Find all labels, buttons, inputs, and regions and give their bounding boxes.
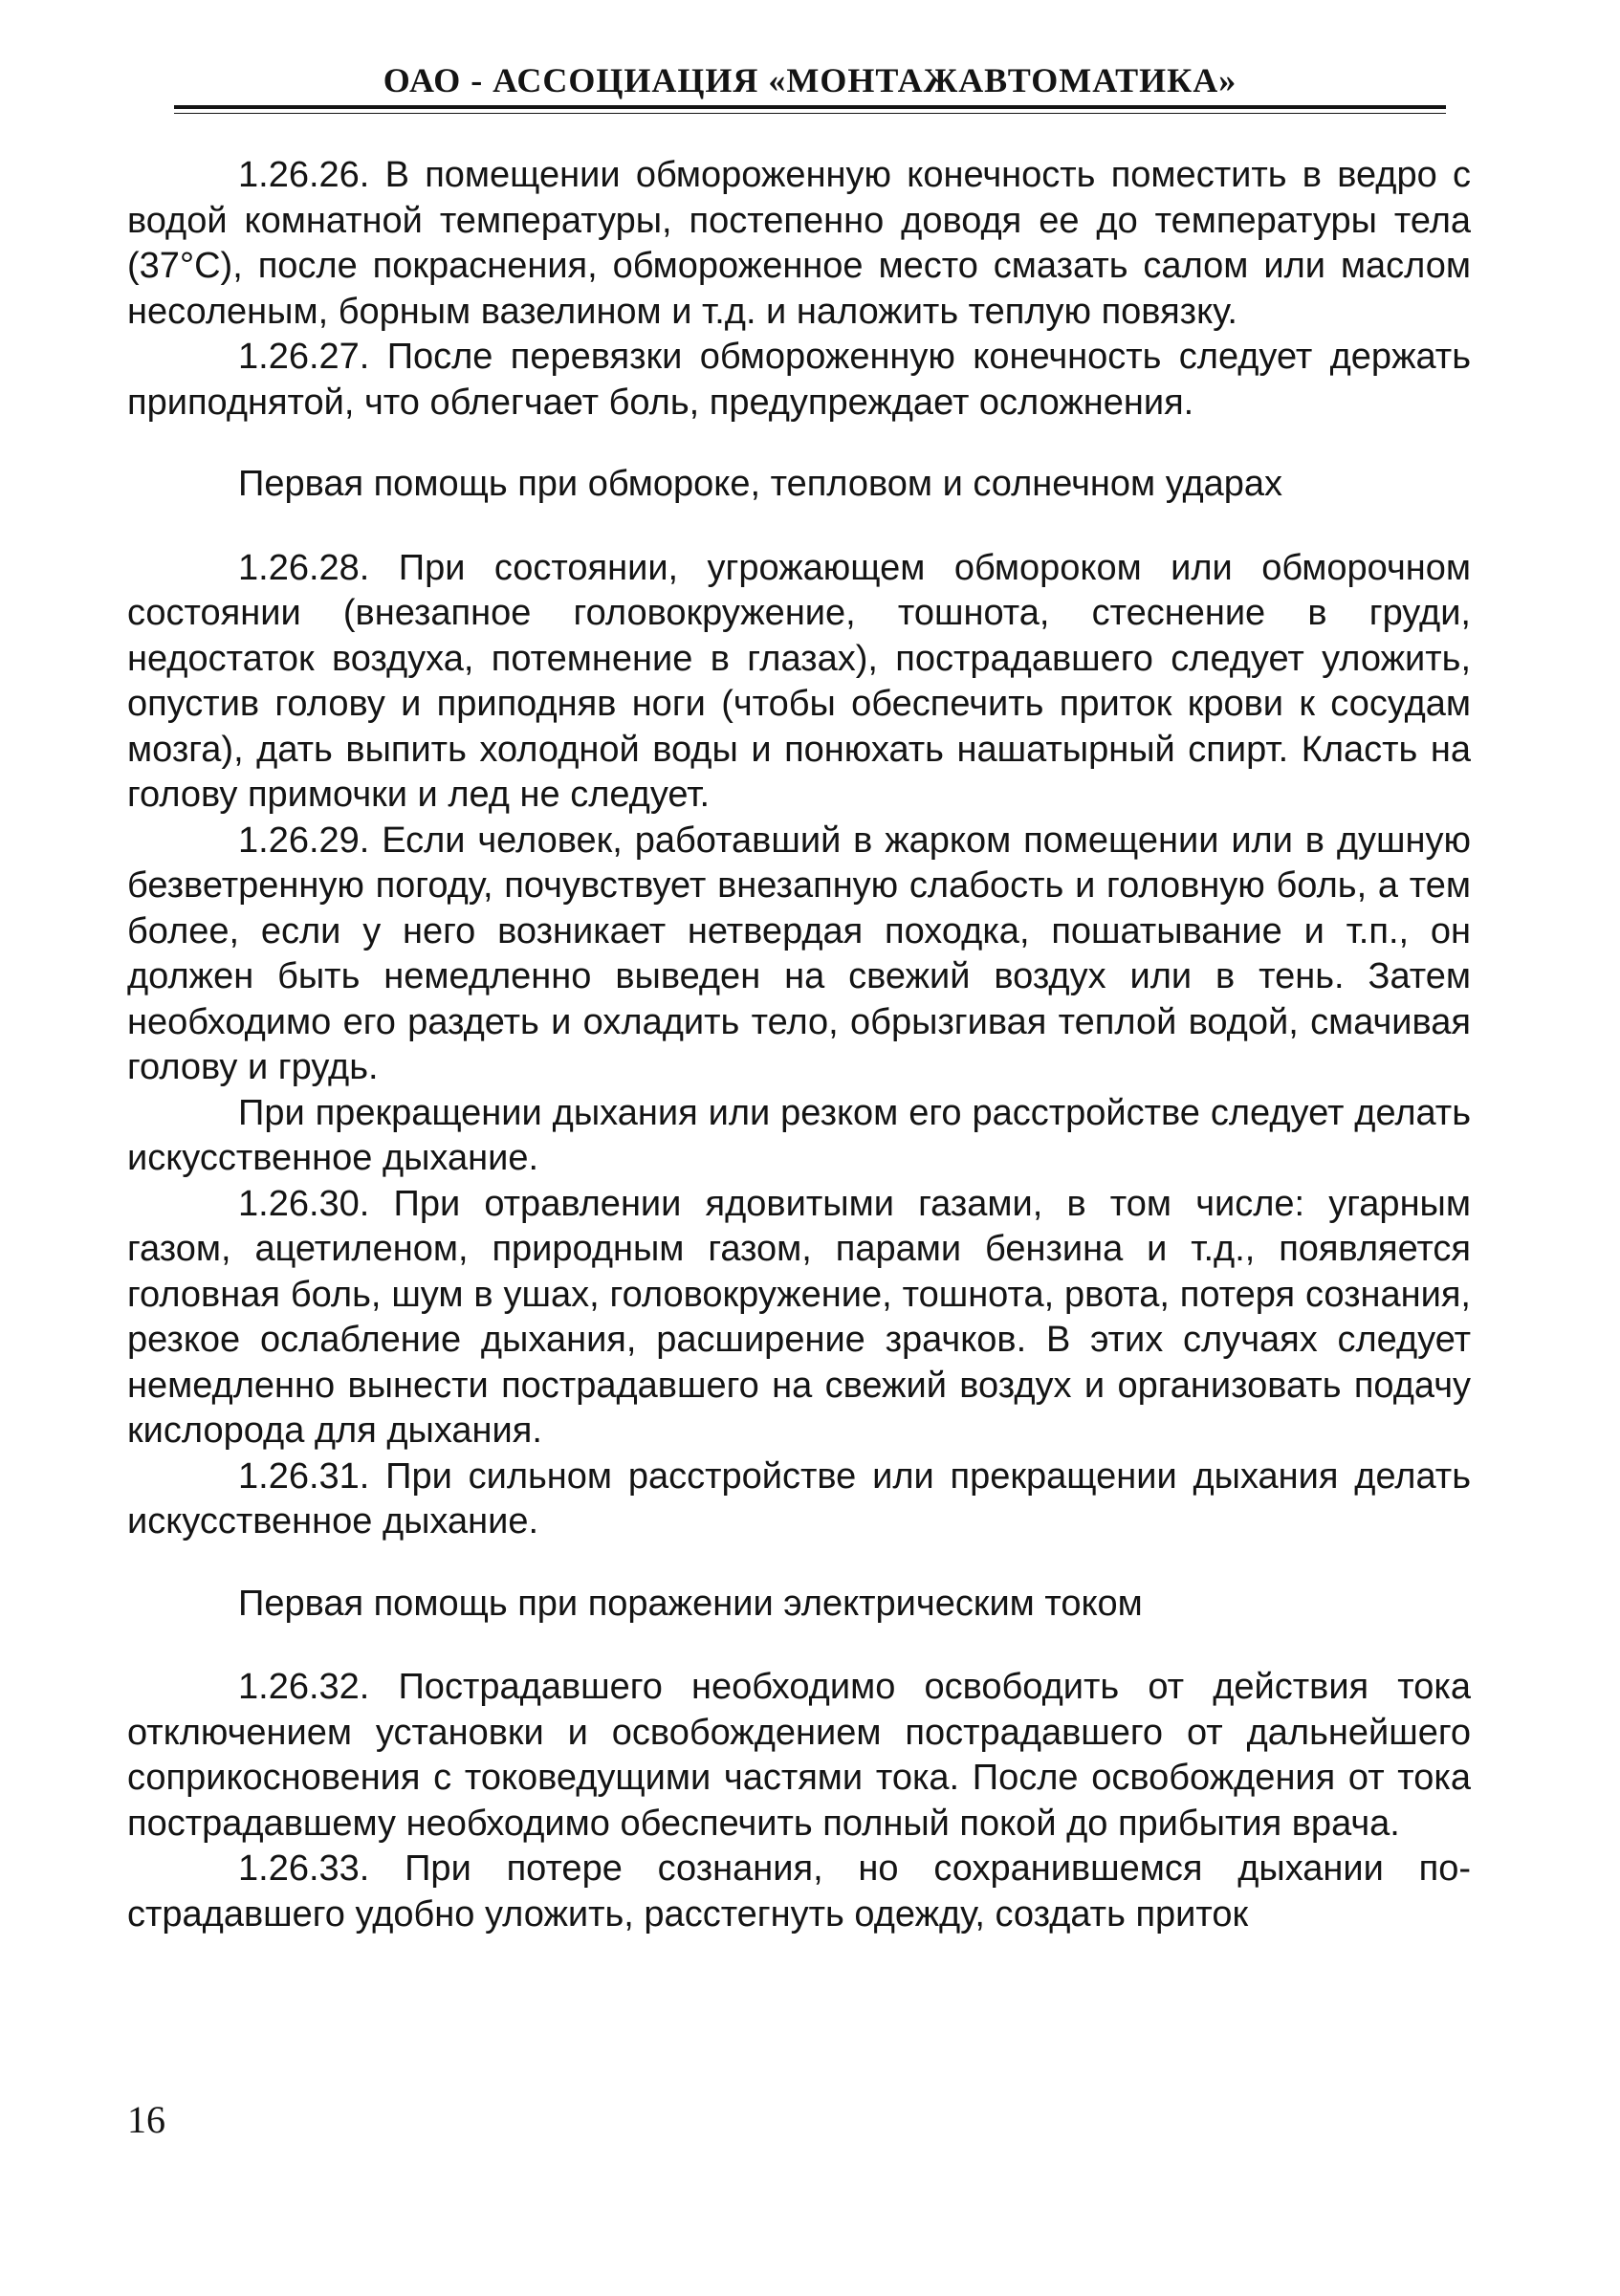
paragraph-1-26-27: 1.26.27. После перевязки обмороженную конечность следует держать приподнятой, что облегчает боль, предупреждает осложнения. <box>127 337 1471 423</box>
paragraph-1-26-31: 1.26.31. При сильном расстройстве или прекращении дыхания делать искусственное дыхание. <box>127 1455 1471 1542</box>
section-heading-fainting: Первая помощь при обмороке, тепловом и солнечном ударах <box>238 464 1283 504</box>
page-body <box>127 153 1471 1937</box>
section-heading-electric-shock: Первая помощь при поражении электрическим током <box>238 1583 1143 1624</box>
page-number: 16 <box>127 2098 165 2141</box>
header-rule-thin <box>174 113 1446 114</box>
paragraph-1-26-32: 1.26.32. Пострадавшего необходимо освободить от действия тока отключением установки и освобождением пострадавшего от дальнейшего соприкосновения с токоведущими частями тока. После освобождения от тока пострадавшему необходимо обеспечить полный покой до прибытия врача. <box>127 1667 1471 1844</box>
header-title: ОАО - АССОЦИАЦИЯ «МОНТАЖАВТОМАТИКА» <box>383 61 1237 99</box>
paragraph-1-26-29: 1.26.29. Если человек, работавший в жарком помещении или в душную безветренную погоду, почувствует внезапную слабость и головную боль, а тем более, если у него возникает нетвердая походка, пошатывание и т.п., он должен быть немедленно выведен на свежий воздух или в тень. Затем необходимо его раздеть и охладить тело, обрызгивая теплой водой, смачивая голову и грудь. <box>127 820 1471 1087</box>
paragraph-1-26-30: 1.26.30. При отравлении ядовитыми газами, в том числе: угарным газом, ацетиленом, природным газом, парами бензина и т.д., появляется головная боль, шум в ушах, головокружение, тошнота, рвота, потеря сознания, резкое ослабление дыхания, расширение зрачков. В этих случаях следует немедленно вынести пострадавшего на свежий воздух и организовать подачу кислорода для дыхания. <box>127 1183 1471 1451</box>
paragraph-1-26-33: 1.26.33. При потере сознания, но сохранившемся дыхании пострадавшего удобно уложить, расстегнуть одежду, создать приток <box>127 1848 1471 1935</box>
header-rule <box>174 105 1446 109</box>
paragraph-1-26-28: 1.26.28. При состоянии, угрожающем обмороком или обморочном состоянии (внезапное головокружение, тошнота, стеснение в груди, недостаток воздуха, потемнение в глазах), пострадавшего следует уложить, опустив голову и приподняв ноги (чтобы обеспечить приток крови к сосудам мозга), дать выпить холодной воды и понюхать нашатырный спирт. Класть на голову примочки и лед не следует. <box>127 547 1471 815</box>
paragraph-1-26-26: 1.26.26. В помещении обмороженную конечность поместить в ведро с водой комнатной температуры, постепенно доводя ее до температуры тела (37°С), после покраснения, обмороженное место смазать салом или маслом несоленым, борным вазелином и т.д. и наложить теплую повязку. <box>127 155 1471 332</box>
paragraph-breathing: При прекращении дыхания или резком его расстройстве следует делать искусственное дыхание. <box>127 1092 1471 1178</box>
page-header <box>174 57 1446 114</box>
